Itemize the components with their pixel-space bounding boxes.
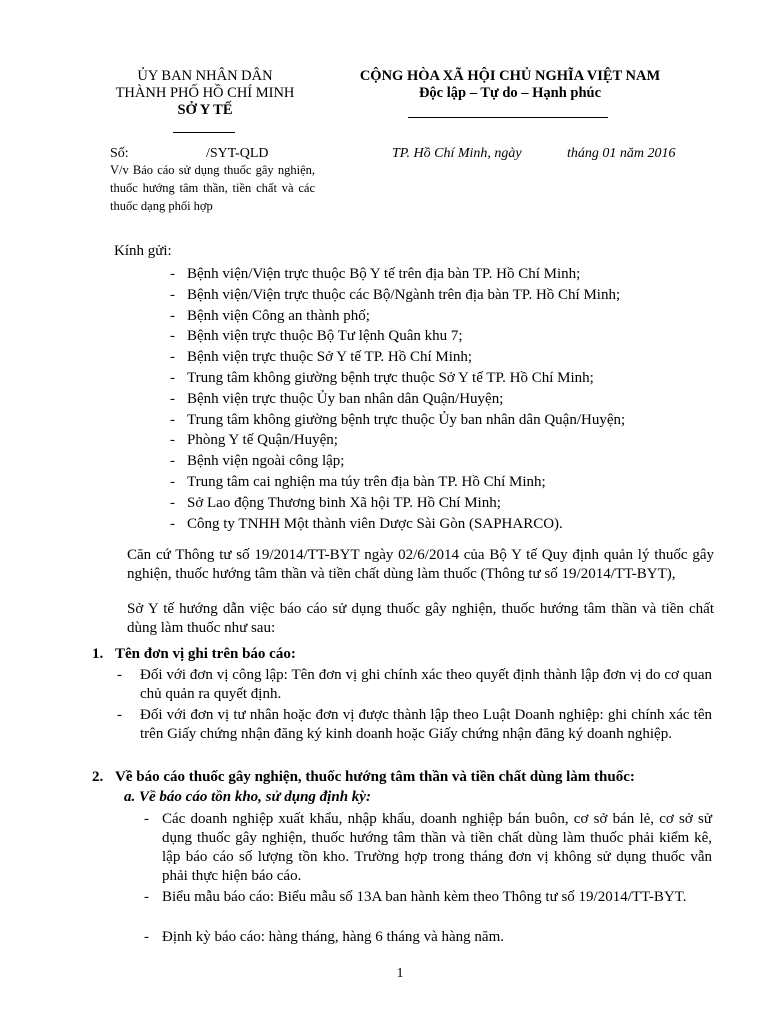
recipient-item: - Trung tâm cai nghiện ma túy trên địa bàn TP. Hồ Chí Minh; [170, 472, 730, 493]
subsection-a-item [144, 888, 712, 907]
document-subject: V/v Báo cáo sử dụng thuốc gây nghiện, thuốc hướng tâm thần, tiền chất và các thuốc dạng phối hợp [110, 163, 315, 213]
authority-line-1: ỦY BAN NHÂN DÂN [137, 68, 273, 84]
page-number: 1 [396, 966, 404, 981]
section-1-item-text: Đối với đơn vị tư nhân hoặc đơn vị được thành lập theo Luật Doanh nghiệp: ghi chính xác tên trên Giấy chứng nhận đăng ký kinh doanh hoặc Giấy chứng nhận đăng ký doanh nghiệp. [140, 707, 712, 742]
authority-underline [173, 132, 235, 133]
dash-marker: - [117, 707, 122, 723]
recipient-item: - Phòng Y tế Quận/Huyện; [170, 430, 730, 451]
subsection-a-item [144, 810, 712, 886]
document-number-value: /SYT-QLD [206, 146, 269, 161]
dash-marker: - [144, 929, 149, 945]
place-date-month-year: tháng 01 năm 2016 [567, 146, 676, 161]
national-title: CỘNG HÒA XÃ HỘI CHỦ NGHĨA VIỆT NAM [359, 68, 661, 84]
recipient-list [170, 264, 730, 534]
national-header [330, 68, 690, 102]
subsection-a-item [144, 928, 712, 947]
section-1-item [117, 666, 712, 704]
recipient-item: - Sở Lao động Thương binh Xã hội TP. Hồ Chí Minh; [170, 493, 730, 514]
place-date [392, 146, 692, 162]
recipient-item: - Bệnh viện/Viện trực thuộc Bộ Y tế trên địa bàn TP. Hồ Chí Minh; [170, 264, 730, 285]
document-number-label: Số: [110, 146, 129, 161]
section-2-number: 2. [92, 769, 104, 785]
intro-paragraph-2: Sở Y tế hướng dẫn việc báo cáo sử dụng thuốc gây nghiện, thuốc hướng tâm thần và tiền chất dùng làm thuốc như sau: [127, 601, 714, 636]
recipient-item: - Công ty TNHH Một thành viên Dược Sài Gòn (SAPHARCO). [170, 514, 730, 535]
section-1-number: 1. [92, 646, 104, 662]
recipient-item: - Bệnh viện Công an thành phố; [170, 306, 730, 327]
subsection-a-item-text: Biểu mẫu báo cáo: Biểu mẫu số 13A ban hành kèm theo Thông tư số 19/2014/TT-BYT. [162, 889, 687, 905]
section-1-title: Tên đơn vị ghi trên báo cáo: [115, 646, 296, 662]
motto-underline [408, 117, 608, 118]
recipient-item: - Bệnh viện trực thuộc Sở Y tế TP. Hồ Chí Minh; [170, 347, 730, 368]
intro-paragraph-1: Căn cứ Thông tư số 19/2014/TT-BYT ngày 02/6/2014 của Bộ Y tế Quy định quản lý thuốc gây nghiện, thuốc hướng tâm thần và tiền chất dùng làm thuốc (Thông tư số 19/2014/TT-BYT), [127, 547, 714, 582]
issuing-authority [100, 68, 310, 119]
recipient-item: - Bệnh viện trực thuộc Ủy ban nhân dân Quận/Huyện; [170, 389, 730, 410]
subsection-a-item-text: Các doanh nghiệp xuất khẩu, nhập khẩu, doanh nghiệp bán buôn, cơ sở bán lẻ, cơ sở sử dụng thuốc gây nghiện, thuốc hướng tâm thần và tiền chất dùng làm thuốc phải kiểm kê, lập báo cáo số lượng tồn kho. Trường hợp trong tháng đơn vị không sử dụng thuốc vẫn phải thực hiện báo cáo. [162, 811, 712, 884]
section-2-heading [92, 768, 635, 787]
subsection-a-heading: a. Về báo cáo tồn kho, sử dụng định kỳ: [124, 789, 371, 805]
place-date-place: TP. Hồ Chí Minh, ngày [392, 146, 522, 161]
recipient-item: - Bệnh viện/Viện trực thuộc các Bộ/Ngành trên địa bàn TP. Hồ Chí Minh; [170, 285, 730, 306]
recipient-item: - Trung tâm không giường bệnh trực thuộc Sở Y tế TP. Hồ Chí Minh; [170, 368, 730, 389]
dash-marker: - [144, 889, 149, 905]
subsection-a-item-text: Định kỳ báo cáo: hàng tháng, hàng 6 tháng và hàng năm. [162, 929, 504, 945]
dash-marker: - [144, 811, 149, 827]
section-2-title: Về báo cáo thuốc gây nghiện, thuốc hướng tâm thần và tiền chất dùng làm thuốc: [115, 769, 635, 785]
authority-line-2: THÀNH PHỐ HỒ CHÍ MINH [115, 85, 295, 101]
recipient-item: - Bệnh viện trực thuộc Bộ Tư lệnh Quân khu 7; [170, 326, 730, 347]
section-1-item [117, 706, 712, 744]
section-1-heading [92, 645, 296, 664]
recipient-item: - Bệnh viện ngoài công lập; [170, 451, 730, 472]
section-1-item-text: Đối với đơn vị công lập: Tên đơn vị ghi chính xác theo quyết định thành lập đơn vị do cơ quan chủ quản ra quyết định. [140, 667, 712, 702]
salutation: Kính gửi: [114, 243, 172, 259]
dash-marker: - [117, 667, 122, 683]
document-number [110, 146, 320, 162]
national-motto: Độc lập – Tự do – Hạnh phúc [418, 85, 602, 101]
recipient-item: - Trung tâm không giường bệnh trực thuộc Ủy ban nhân dân Quận/Huyện; [170, 410, 730, 431]
authority-line-3: SỞ Y TẾ [177, 102, 233, 118]
